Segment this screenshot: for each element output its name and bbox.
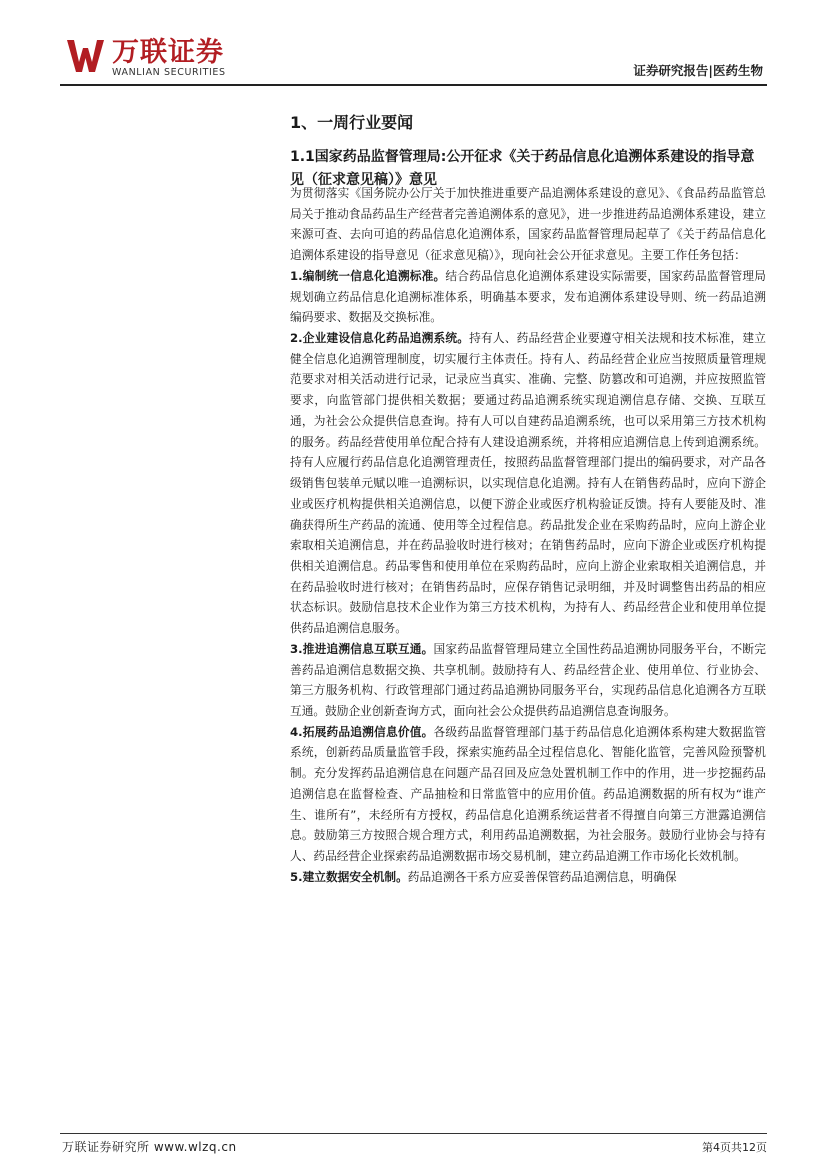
task-item-lead: 5.建立数据安全机制。	[290, 869, 408, 884]
task-item-5	[290, 867, 766, 888]
sub-heading: 1.1国家药品监督管理局:公开征求《关于药品信息化追溯体系建设的指导意见（征求意见稿）》意见	[290, 149, 755, 188]
task-item-1	[290, 266, 766, 328]
logo-text-en: WANLIAN SECURITIES	[112, 67, 226, 78]
logo-text-cn: 万联证券	[112, 37, 224, 68]
page-header	[0, 0, 827, 90]
report-type-label: 证券研究报告|医药生物	[633, 63, 763, 78]
task-item-text: 国家药品监督管理局建立全国性药品追溯协同服务平台，不断完善药品追溯信息数据交换、共享机制。鼓励持有人、药品经营企业、使用单位、行业协会、第三方服务机构、行政管理部门通过药品追溯协同服务平台，实现药品信息化追溯各方互联互通。鼓励企业创新查询方式，面向社会公众提供药品追溯信息查询服务。	[290, 641, 766, 718]
article-body	[290, 183, 766, 887]
task-item-2	[290, 328, 766, 639]
task-item-text: 持有人、药品经营企业要遵守相关法规和技术标准，建立健全信息化追溯管理制度，切实履行主体责任。持有人、药品经营企业应当按照质量管理规范要求对相关活动进行记录，记录应当真实、准确、完整、防篡改和可追溯，并应按照监管要求，向监管部门提供相关数据；要通过药品追溯系统实现追溯信息存储、交换、互联互通，为社会公众提供信息查询。持有人可以自建药品追溯系统，也可以采用第三方技术机构的服务。药品经营使用单位配合持有人建设追溯系统，并将相应追溯信息上传到追溯系统。持有人应履行药品信息化追溯管理责任，按照药品监督管理部门提出的编码要求，对产品各级销售包装单元赋以唯一追溯标识，以实现信息化追溯。持有人在销售药品时，应向下游企业或医疗机构提供相关追溯信息，以便下游企业或医疗机构验证反馈。持有人要能及时、准确获得所生产药品的流通、使用等全过程信息。药品批发企业在采购药品时，应向上游企业索取相关追溯信息，并在药品验收时进行核对；在销售药品时，应向下游企业或医疗机构提供相关追溯信息。药品零售和使用单位在采购药品时，应向上游企业索取相关追溯信息，并在药品验收时进行核对；在销售药品时，应保存销售记录明细，并及时调整售出药品的相应状态标识。鼓励信息技术企业作为第三方技术机构，为持有人、药品经营企业和使用单位提供药品追溯信息服务。	[290, 331, 766, 636]
task-item-lead: 4.拓展药品追溯信息价值。	[290, 724, 434, 739]
task-item-text: 各级药品监督管理部门基于药品信息化追溯体系构建大数据监管系统，创新药品质量监管手段，探索实施药品全过程信息化、智能化监管，完善风险预警机制。充分发挥药品追溯信息在问题产品召回及应急处置机制工作中的作用，进一步挖掘药品追溯信息在监督检查、产品抽检和日常监管中的应用价值。药品追溯数据的所有权为“谁产生、谁所有”，未经所有方授权，药品信息化追溯系统运营者不得擅自向第三方泄露追溯信息。鼓励第三方按照合规合理方式，利用药品追溯数据，为社会服务。鼓励行业协会与持有人、药品经营企业探索药品追溯数据市场交易机制，建立药品追溯工作市场化长效机制。	[290, 724, 766, 863]
section-title: 1、一周行业要闻	[290, 113, 414, 132]
footer-divider	[60, 1133, 767, 1134]
task-item-lead: 3.推进追溯信息互联互通。	[290, 641, 434, 656]
task-item-text: 药品追溯各干系方应妥善保管药品追溯信息，明确保	[407, 869, 677, 884]
task-item-4	[290, 722, 766, 867]
task-item-lead: 1.编制统一信息化追溯标准。	[290, 268, 446, 283]
header-divider	[60, 84, 767, 86]
page-number: 第4页共12页	[702, 1141, 767, 1154]
wanlian-logo-icon	[66, 38, 106, 74]
task-item-lead: 2.企业建设信息化药品追溯系统。	[290, 331, 470, 346]
task-item-3	[290, 639, 766, 722]
footer-institute: 万联证券研究所 www.wlzq.cn	[62, 1140, 237, 1154]
task-item-text: 结合药品信息化追溯体系建设实际需要，国家药品监督管理局规划确立药品信息化追溯标准体系，明确基本要求，发布追溯体系建设导则、统一药品追溯编码要求、数据及交换标准。	[290, 268, 766, 325]
intro-paragraph: 为贯彻落实《国务院办公厅关于加快推进重要产品追溯体系建设的意见》、《食品药品监管总局关于推动食品药品生产经营者完善追溯体系的意见》，进一步推进药品追溯体系建设，建立来源可查、去向可追的药品信息化追溯体系，国家药品监督管理局起草了《关于药品信息化追溯体系建设的指导意见（征求意见稿）》，现向社会公开征求意见。主要工作任务包括：	[290, 186, 766, 263]
